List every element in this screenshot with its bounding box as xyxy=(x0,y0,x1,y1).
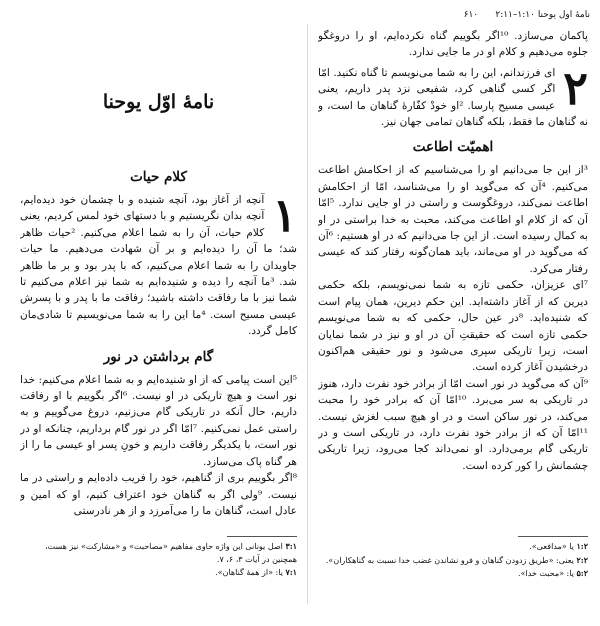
footnote-text: یعنی: «طریق زدودن گناهان و فرو نشاندن غضب خدا نسبت به گناهکاران». xyxy=(325,555,574,565)
left-column xyxy=(20,28,297,548)
verse-paragraph: ⁷ای عزیزان، حکمی تازه به شما نمی‌نویسم، بلکه حکمی دیرین که از آغاز داشته‌اید. این حکم دیرین، همان پیام است که شنیده‌اید. ⁸در عین حال، حکمی که به شما می‌نویسم حکمی تازه است که حقیقتِ آن در او و نیز در شما نمایان است، زیرا تاریکی سپری می‌شود و نور حقیقی هم‌اکنون درخشیدن آغاز کرده است. xyxy=(318,279,588,374)
book-title: نامهٔ اوّل یوحنا xyxy=(102,91,215,113)
verse-paragraph: ³از این جا می‌دانیم او را می‌شناسیم که از احکامش اطاعت می‌کنیم. ⁴آن که می‌گوید او را می‌شناسد، امّا از احکامش اطاعت نمی‌کند، دروغگوست و راستی در او جایی ندارد. ⁵امّا آن که از کلام او اطاعت می‌کند، محبت به خدا براستی در او به کمال رسیده است. از این جا می‌دانیم که در او هستیم: ⁶آن که می‌گوید در او می‌ماند، باید همان‌گونه رفتار کند که عیسی رفتار می‌کرد. xyxy=(318,164,588,275)
footnotes-left xyxy=(20,540,297,580)
page-number: ۶۱۰ xyxy=(463,10,479,20)
footnote-text: یا «مدافعی». xyxy=(529,542,574,551)
footnote-ref: ۳:۱ xyxy=(285,541,297,551)
footnotes-right xyxy=(318,540,588,581)
footnote xyxy=(20,566,297,580)
verse-paragraph: ⁸اگر بگوییم بری از گناهیم، خود را فریب داده‌ایم و راستی در ما نیست. ⁹ولی اگر به گناهان خود اعتراف کنیم، او که امین و عادل است، گناهان ما را می‌آمرزد و از هر نادرستی xyxy=(20,472,297,517)
footnote-ref: ۱:۲ xyxy=(576,541,588,551)
running-header xyxy=(420,10,590,20)
footnote xyxy=(318,540,588,554)
footnote-rule xyxy=(518,536,588,537)
verse-paragraph: ⁹آن که می‌گوید در نور است امّا از برادر خود نفرت دارد، هنوز در تاریکی به سر می‌برد. ¹⁰امّا آن که برادر خود را محبت می‌کند، در نور ساکن است و در او هیچ سبب لغزش نیست. ¹¹امّا آن که از برادر خود نفرت دارد، در تاریکی است و در تاریکی گام برمی‌دارد. او نمی‌داند کجا می‌رود، زیرا تاریکی چشمانش را کور کرده است. xyxy=(318,377,588,472)
footnote-text: اصل یونانی این واژه حاوی مفاهیم «مصاحبت» و «مشارکت» نیز هست، همچنین در آیات ۳، ۶، ۷. xyxy=(45,542,297,564)
verse-paragraph: ای فرزندانم، این را به شما می‌نویسم تا گناه نکنید. امّا اگر کسی گناهی کرد، شفیعی نزد پدر داریم، یعنی عیسی مسیح پارسا. ²او خودْ کفّارهٔ گناهان ما است، و نه گناهان ما فقط، بلکه گناهان تمامی جهان نیز. xyxy=(318,66,588,129)
verse-paragraph: آنچه از آغاز بود، آنچه شنیده و با چشمان خود دیده‌ایم، آنچه بدان نگریستیم و با دستهای خود لمس کردیم، یعنی کلام حیات، آن را به شما اعلام می‌کنیم. ²حیات ظاهر شد؛ ما آن را دیده‌ایم و بر آن شهادت می‌دهیم. ما حیات جاویدان را به شما اعلام می‌کنیم، که با پدر بود و بر ما ظاهر شد. ³ما آنچه را دیده و شنیده‌ایم به شما نیز اعلام می‌کنیم تا شما نیز با ما رفاقت داشته باشید؛ رفاقت ما با پدر و با پسرش عیسی مسیح است. ⁴ما این را به شما می‌نویسیم تا شادی‌مان کامل گردد. xyxy=(20,194,297,338)
section-heading: اهمیّت اطاعت xyxy=(412,139,494,156)
section-heading: کلام حیات xyxy=(130,169,187,185)
footnote-ref: ۲:۲ xyxy=(576,554,588,565)
verse-paragraph: ⁵این است پیامی که از او شنیده‌ایم و به شما اعلام می‌کنیم: خدا نور است و هیچ تاریکی در او نیست. ⁶اگر بگوییم با او رفاقت داریم، حال آنکه در تاریکی گام می‌زنیم، دروغ می‌گوییم و به راستی عمل نمی‌کنیم. ⁷امّا اگر در نور گام برداریم، چنانکه او در نور است، با یکدیگر رفاقت داریم و خونِ پسر او عیسی ما را از هر گناه پاک می‌سازد. xyxy=(20,373,297,468)
footnote-text: یا: «محبت خدا». xyxy=(518,569,574,578)
footnote-ref: ۷:۱ xyxy=(285,567,297,577)
running-title: نامهٔ اول یوحنا ۱:۱۰–۲:۱۱ xyxy=(495,10,590,20)
verse-paragraph: پاکمان می‌سازد. ¹⁰اگر بگوییم گناه نکرده‌ایم، او را دروغگو جلوه می‌دهیم و کلام او در ما جایی ندارد. xyxy=(318,30,588,59)
chapter-number: ۲ xyxy=(563,60,588,115)
section-heading: گام برداشتن در نور xyxy=(103,348,214,365)
footnote-ref: ۵:۲ xyxy=(576,568,588,578)
footnote-text: یا: «از همهٔ گناهان». xyxy=(215,568,283,577)
chapter-number: ۱ xyxy=(272,188,297,242)
right-column xyxy=(318,28,588,528)
footnote xyxy=(318,567,588,581)
footnote xyxy=(20,540,297,566)
footnote xyxy=(318,554,588,568)
footnote-rule xyxy=(227,536,297,537)
column-divider xyxy=(307,24,308,604)
